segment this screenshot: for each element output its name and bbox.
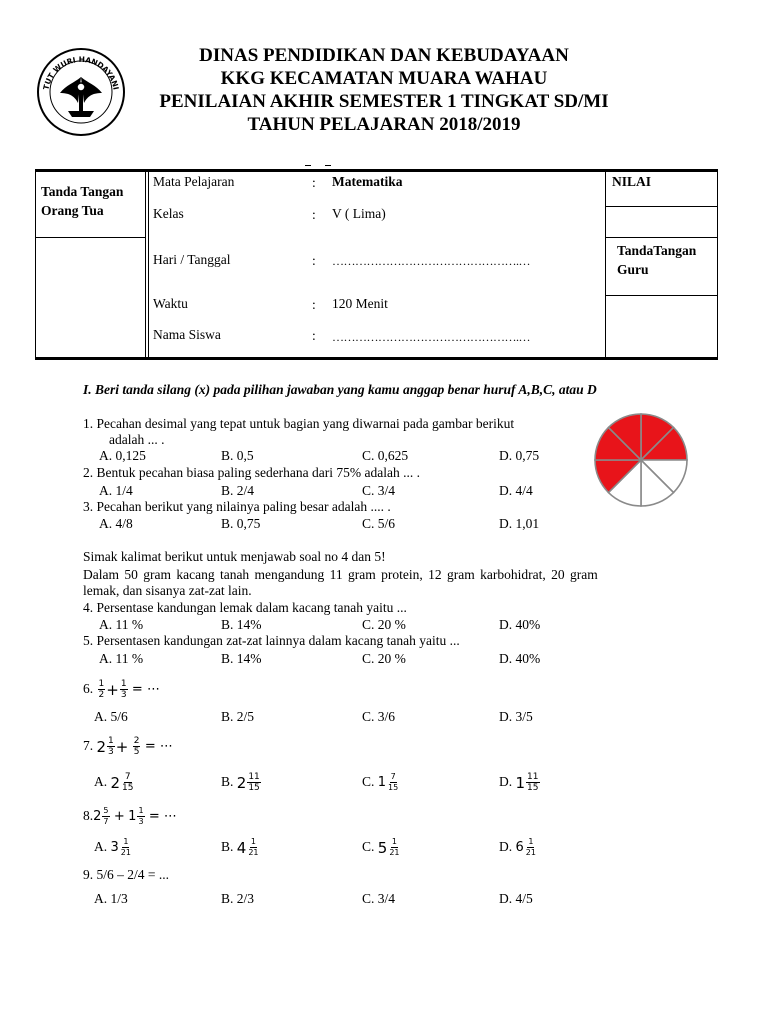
q7-f2-den: 5 bbox=[133, 747, 140, 758]
q7-option-a[interactable] bbox=[94, 766, 136, 798]
q9-option-c[interactable]: C. 3/4 bbox=[362, 891, 396, 906]
q7-f1-num: 1 bbox=[108, 736, 114, 747]
q6-number: 6. bbox=[83, 681, 94, 696]
date-label: Hari / Tanggal bbox=[153, 252, 231, 267]
q8-c-num: 1 bbox=[391, 837, 397, 847]
q8-whole-2: 1 bbox=[128, 808, 137, 824]
passage-line1: Dalam 50 gram kacang tanah mengandung 11 gram protein, 12 gram karbohidrat, 20 gram bbox=[83, 567, 598, 582]
q8-b-letter: B. bbox=[221, 839, 234, 854]
q6-f1-den: 2 bbox=[98, 690, 105, 701]
q7-option-b[interactable] bbox=[221, 766, 262, 798]
q4-option-a[interactable]: A. 11 % bbox=[99, 617, 144, 632]
colon: : bbox=[312, 175, 316, 190]
q8-f1-den: 7 bbox=[103, 817, 109, 827]
logo-motto: TUT WURI HANDAYANI bbox=[41, 54, 121, 91]
q8-a-letter: A. bbox=[94, 839, 108, 854]
subject-value: Matematika bbox=[332, 174, 403, 189]
q7-b-fraction bbox=[247, 772, 260, 793]
q7-c-letter: C. bbox=[362, 774, 375, 789]
q8-equals: = ⋯ bbox=[148, 808, 177, 824]
q9-option-b[interactable]: B. 2/3 bbox=[221, 891, 255, 906]
q6-option-d[interactable]: D. 3/5 bbox=[499, 709, 533, 724]
q8-b-fraction bbox=[247, 837, 259, 858]
q2-option-a[interactable]: A. 1/4 bbox=[99, 483, 133, 498]
q5-option-b[interactable]: B. 14% bbox=[221, 651, 262, 666]
q8-d-den: 21 bbox=[525, 848, 536, 858]
q1-option-c[interactable]: C. 0,625 bbox=[362, 448, 409, 463]
q8-c-letter: C. bbox=[362, 839, 375, 854]
q7-d-fraction bbox=[526, 772, 539, 793]
parent-signature-label: Tanda Tangan Orang Tua bbox=[41, 184, 124, 218]
q8-c-fraction bbox=[388, 837, 400, 858]
q5-option-d[interactable]: D. 40% bbox=[499, 651, 541, 666]
q7-number: 7. bbox=[83, 738, 94, 753]
q9-text: 9. 5/6 – 2/4 = ... bbox=[83, 867, 169, 882]
q8-b-den: 21 bbox=[248, 848, 259, 858]
q8-b-whole: 4 bbox=[236, 838, 247, 857]
q7-f2-num: 2 bbox=[133, 736, 140, 747]
q6-option-c[interactable]: C. 3/6 bbox=[362, 709, 396, 724]
q7-fraction-2 bbox=[133, 736, 141, 757]
q5-option-c[interactable]: C. 20 % bbox=[362, 651, 406, 666]
q3-option-b[interactable]: B. 0,75 bbox=[221, 516, 261, 531]
q1-option-a[interactable]: A. 0,125 bbox=[99, 448, 146, 463]
q7-a-num: 7 bbox=[124, 772, 131, 783]
q8-d-letter: D. bbox=[499, 839, 513, 854]
class-value: V ( Lima) bbox=[332, 206, 386, 221]
passage-intro: Simak kalimat berikut untuk menjawab soal no 4 dan 5! bbox=[83, 549, 386, 564]
q7-c-whole: 1 bbox=[377, 774, 387, 790]
q8-d-whole: 6 bbox=[515, 839, 524, 855]
q4-option-d[interactable]: D. 40% bbox=[499, 617, 541, 632]
q7-option-d[interactable] bbox=[499, 766, 541, 798]
q7-fraction-1 bbox=[107, 736, 115, 757]
q7-equals: = ⋯ bbox=[144, 738, 173, 754]
q3-text: 3. Pecahan berikut yang nilainya paling besar adalah .... . bbox=[83, 499, 391, 514]
q8-plus: + bbox=[113, 808, 125, 824]
colon: : bbox=[312, 253, 316, 268]
q5-text: 5. Persentasen kandungan zat-zat lainnya dalam kacang tanah yaitu ... bbox=[83, 633, 460, 648]
q2-option-d[interactable]: D. 4/4 bbox=[499, 483, 533, 498]
date-field[interactable]: ………………………………………….… bbox=[332, 254, 530, 268]
q7-c-den: 15 bbox=[388, 783, 399, 793]
q8-f2-den: 3 bbox=[138, 817, 144, 827]
q7-a-fraction bbox=[121, 772, 134, 793]
q8-d-fraction bbox=[525, 837, 537, 858]
section-numeral: I. bbox=[83, 382, 92, 397]
subject-label: Mata Pelajaran bbox=[153, 174, 235, 189]
q8-d-num: 1 bbox=[528, 837, 534, 847]
q5-option-a[interactable]: A. 11 % bbox=[99, 651, 144, 666]
q8-fraction-1 bbox=[102, 806, 109, 827]
q7-d-num: 11 bbox=[527, 772, 539, 783]
q7-c-num: 7 bbox=[390, 772, 396, 782]
q1-text-line1: 1. Pecahan desimal yang tepat untuk bagian yang diwarnai pada gambar berikut bbox=[83, 416, 515, 431]
q2-option-b[interactable]: B. 2/4 bbox=[221, 483, 255, 498]
q8-a-whole: 3 bbox=[110, 839, 119, 855]
q8-c-den: 21 bbox=[389, 848, 400, 858]
colon: : bbox=[312, 328, 316, 343]
q8-number: 8. bbox=[83, 808, 94, 823]
instruction bbox=[83, 382, 597, 398]
passage-line2: lemak, dan sisanya zat-zat lain. bbox=[83, 583, 252, 598]
q8-b-num: 1 bbox=[250, 837, 256, 847]
q7-d-letter: D. bbox=[499, 774, 513, 789]
q9-option-d[interactable]: D. 4/5 bbox=[499, 891, 533, 906]
colon: : bbox=[312, 297, 316, 312]
q8-text bbox=[83, 803, 177, 829]
q8-option-b[interactable] bbox=[221, 832, 261, 862]
q7-b-whole: 2 bbox=[236, 773, 247, 792]
q6-f1-num: 1 bbox=[98, 679, 105, 690]
pie-figure bbox=[592, 412, 690, 508]
q2-text: 2. Bentuk pecahan biasa paling sederhana dari 75% adalah ... . bbox=[83, 465, 420, 480]
q8-whole-1: 2 bbox=[93, 808, 102, 824]
score-box[interactable] bbox=[606, 207, 717, 237]
q7-b-letter: B. bbox=[221, 774, 234, 789]
student-name-label: Nama Siswa bbox=[153, 327, 221, 342]
q6-option-a[interactable]: A. 5/6 bbox=[94, 709, 128, 724]
q6-text bbox=[83, 675, 160, 703]
q7-text bbox=[83, 732, 173, 760]
time-value: 120 Menit bbox=[332, 296, 388, 311]
q8-c-whole: 5 bbox=[377, 838, 388, 857]
q4-option-b[interactable]: B. 14% bbox=[221, 617, 262, 632]
q6-option-b[interactable]: B. 2/5 bbox=[221, 709, 255, 724]
q9-option-a[interactable]: A. 1/3 bbox=[94, 891, 128, 906]
score-label: NILAI bbox=[612, 174, 652, 189]
q6-plus: + bbox=[106, 680, 119, 699]
q1-option-d[interactable]: D. 0,75 bbox=[499, 448, 540, 463]
q3-option-c[interactable]: C. 5/6 bbox=[362, 516, 396, 531]
q8-a-num: 1 bbox=[123, 837, 129, 847]
teacher-signature-box[interactable] bbox=[606, 296, 717, 357]
q7-a-whole: 2 bbox=[110, 773, 121, 792]
q7-option-c[interactable] bbox=[362, 766, 400, 798]
q8-fraction-2 bbox=[137, 806, 144, 827]
q7-plus: + bbox=[115, 737, 129, 756]
q8-f2-num: 1 bbox=[138, 806, 144, 816]
student-name-field[interactable]: ………………………………………….… bbox=[332, 330, 530, 344]
q7-d-whole: 1 bbox=[515, 773, 526, 792]
pie-svg bbox=[592, 412, 690, 508]
header-line-4: TAHUN PELAJARAN 2018/2019 bbox=[247, 114, 521, 135]
q3-option-a[interactable]: A. 4/8 bbox=[99, 516, 133, 531]
q7-c-fraction bbox=[387, 772, 399, 793]
q8-option-d[interactable] bbox=[499, 832, 538, 862]
header-line-2: KKG KECAMATAN MUARA WAHAU bbox=[220, 68, 548, 89]
q8-option-a[interactable] bbox=[94, 832, 133, 862]
colon: : bbox=[312, 207, 316, 222]
q6-equals: = ⋯ bbox=[131, 681, 160, 697]
q7-b-den: 15 bbox=[248, 783, 260, 794]
q7-a-letter: A. bbox=[94, 774, 108, 789]
q7-whole-1: 2 bbox=[96, 737, 107, 756]
q4-option-c[interactable]: C. 20 % bbox=[362, 617, 406, 632]
q6-fraction-1 bbox=[98, 679, 106, 700]
q6-f2-den: 3 bbox=[120, 690, 127, 701]
q8-f1-num: 5 bbox=[103, 806, 109, 816]
instruction-text: Beri tanda silang (x) pada pilihan jawaban yang kamu anggap benar huruf A,B,C, atau D bbox=[95, 382, 597, 397]
q8-a-fraction bbox=[120, 837, 132, 858]
q3-option-d[interactable]: D. 1,01 bbox=[499, 516, 540, 531]
q4-text: 4. Persentase kandungan lemak dalam kacang tanah yaitu ... bbox=[83, 600, 407, 615]
q7-b-num: 11 bbox=[248, 772, 260, 783]
q8-a-den: 21 bbox=[120, 848, 131, 858]
q7-f1-den: 3 bbox=[108, 747, 114, 758]
time-label: Waktu bbox=[153, 296, 188, 311]
q8-option-c[interactable] bbox=[362, 832, 402, 862]
q6-f2-num: 1 bbox=[120, 679, 127, 690]
header-line-3: PENILAIAN AKHIR SEMESTER 1 TINGKAT SD/MI bbox=[159, 91, 609, 112]
header-line-1: DINAS PENDIDIKAN DAN KEBUDAYAAN bbox=[199, 45, 569, 66]
q6-fraction-2 bbox=[120, 679, 128, 700]
q7-a-den: 15 bbox=[122, 783, 134, 794]
teacher-signature-label: TandaTangan Guru bbox=[617, 243, 697, 277]
parent-signature-box[interactable] bbox=[36, 238, 145, 357]
q2-option-c[interactable]: C. 3/4 bbox=[362, 483, 396, 498]
class-label: Kelas bbox=[153, 206, 184, 221]
q1-option-b[interactable]: B. 0,5 bbox=[221, 448, 254, 463]
q7-d-den: 15 bbox=[527, 783, 539, 794]
q1-text-line2: adalah ... . bbox=[109, 432, 165, 447]
